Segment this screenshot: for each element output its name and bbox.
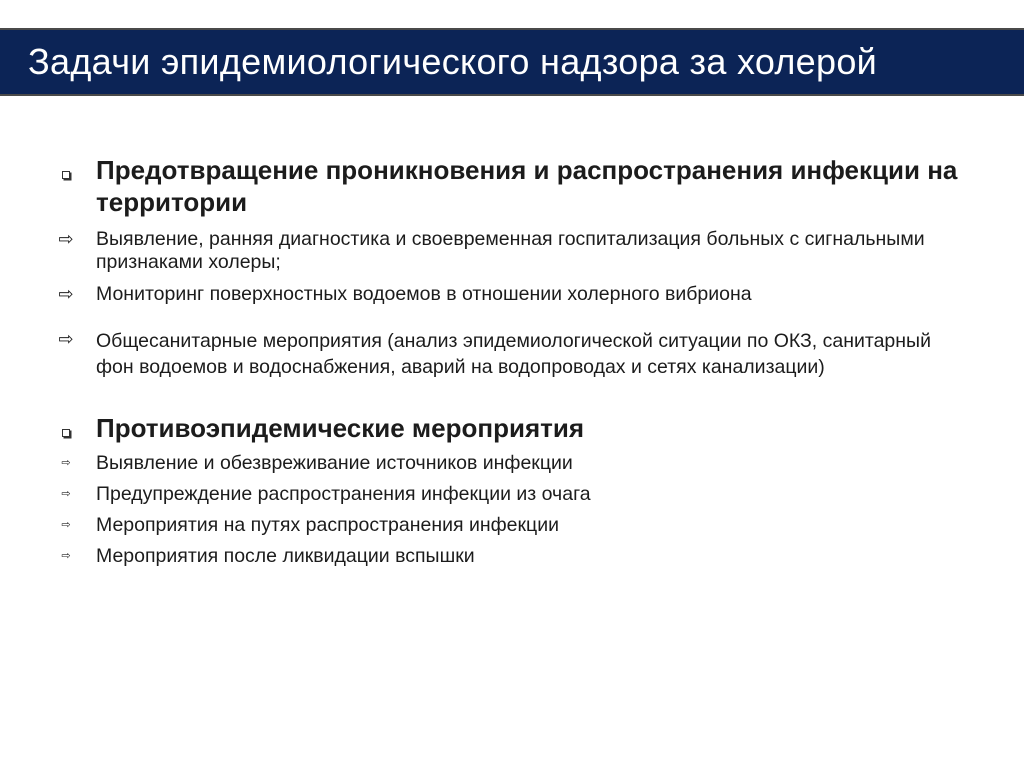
small-outline-arrow-right-icon: ⇨	[61, 550, 71, 562]
outline-arrow-right-icon: ⇨	[58, 284, 74, 304]
slide-title: Задачи эпидемиологического надзора за холерой	[28, 41, 878, 82]
small-outline-arrow-right-icon: ⇨	[61, 519, 71, 531]
small-outline-arrow-right-icon: ⇨	[61, 488, 71, 500]
section-heading-text: Предотвращение проникновения и распространения инфекции на территории	[96, 155, 958, 217]
list-item-text: Мероприятия на путях распространения инфекции	[96, 514, 560, 536]
small-outline-arrow-right-icon: ⇨	[61, 457, 71, 469]
section-heading-text: Противоэпидемические мероприятия	[96, 413, 585, 443]
list-item-text: Общесанитарные мероприятия (анализ эпидемиологической ситуации по ОКЗ, санитарный фон водоемов и водоснабжения, аварий на водопроводах и сетях канализации)	[96, 330, 931, 378]
list-item-text: Предупреждение распространения инфекции из очага	[96, 483, 591, 505]
square-bullet-icon	[55, 424, 77, 442]
list-item-text: Выявление, ранняя диагностика и своевременная госпитализация больных с сигнальными признаками холеры;	[96, 228, 925, 273]
square-bullet-icon	[55, 166, 77, 184]
list-item-text: Выявление и обезвреживание источников инфекции	[96, 452, 573, 474]
outline-arrow-right-icon: ⇨	[58, 329, 74, 349]
outline-arrow-right-icon: ⇨	[58, 229, 74, 249]
list-item-text: Мониторинг поверхностных водоемов в отношении холерного вибриона	[96, 283, 752, 305]
list-item-text: Мероприятия после ликвидации вспышки	[96, 545, 475, 567]
